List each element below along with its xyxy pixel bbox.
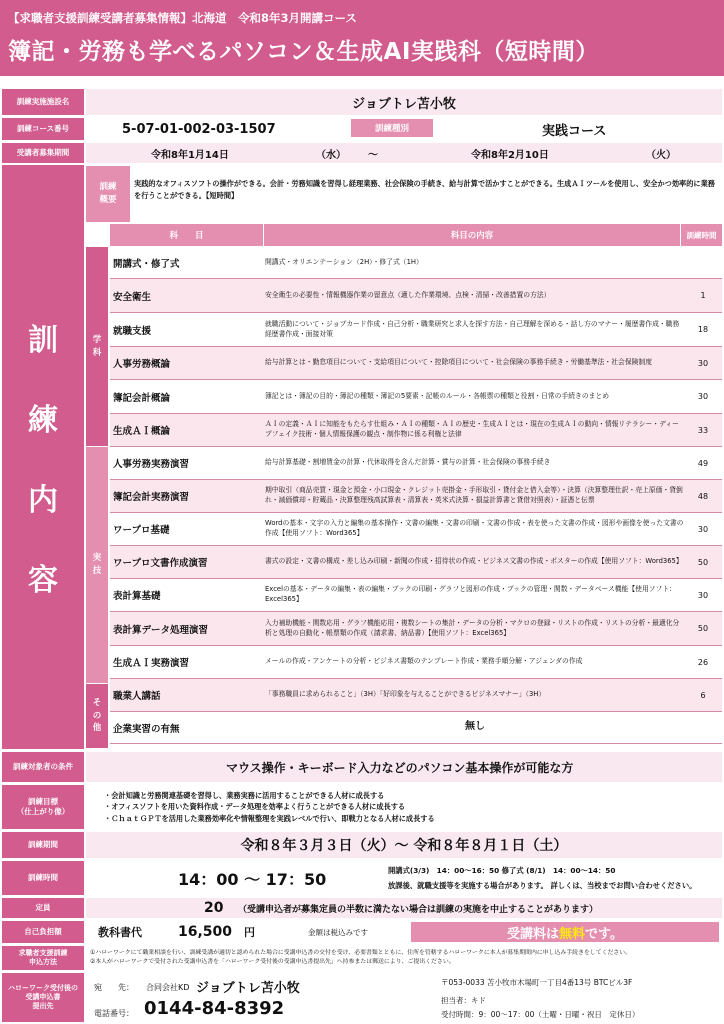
subject-hours xyxy=(686,712,720,743)
apply-step-2: ②本人がハローワークで受付された受講申込書を「ハローワーク受付後の受講申込書提出先」へ持参または郵送により、ご提出ください。 xyxy=(90,959,455,965)
recruit-start-day: （水） xyxy=(316,149,346,161)
reception-hours: 受付時間：9：00～17：00（土曜・日曜・祝日 定休日） xyxy=(441,1010,640,1019)
subject-hours: 1 xyxy=(700,291,706,300)
tel-number: 0144-84-8392 xyxy=(144,998,285,1019)
subject-hours: 30 xyxy=(697,358,709,368)
capacity-row xyxy=(0,897,724,919)
subject-row xyxy=(110,414,722,447)
subject-name: 生成ＡＩ概論 xyxy=(113,426,171,437)
subject-row xyxy=(110,679,722,712)
address-label: 宛 先： xyxy=(94,983,134,992)
subject-name: 開講式・修了式 xyxy=(113,258,180,270)
subject-hours xyxy=(686,247,720,278)
subject-row xyxy=(110,579,722,612)
course-number-row xyxy=(0,117,724,141)
goal-label: 訓練目標 （仕上がり像） xyxy=(2,785,84,829)
capacity-label: 定員 xyxy=(2,898,84,918)
subject-name: ワープロ基礎 xyxy=(113,525,170,536)
subject-hours: 30 xyxy=(697,524,709,534)
subject-hours: 33 xyxy=(697,425,709,435)
subject-content: 期中取引（商品売買・現金と預金・小口現金・クレジット売掛金・手形取引・貸付金と借入金等）・決算（決算整理仕訳・売上原価・貸倒れ・減価償却・貯蔵品・決算整理残高試算表・清算表・英米式決算・損益計算書と貸借対照表）・証憑と伝票 xyxy=(265,486,683,504)
target-value: マウス操作・キーボード入力などのパソコン基本操作が可能な方 xyxy=(86,752,722,782)
subject-hours: 50 xyxy=(697,624,709,633)
training-period-value: 令和８年３月３日（火）～ 令和８年８月１日（土） xyxy=(86,832,722,858)
textbook-amount: 16,500 xyxy=(178,924,233,940)
target-row xyxy=(0,751,724,783)
training-content-label: 訓 練 内 容 xyxy=(2,165,84,749)
facility-row xyxy=(0,88,724,116)
course-title: 簿記・労務も学べるパソコン＆生成AI実践科（短時間） xyxy=(8,39,599,65)
subject-hours: 49 xyxy=(697,458,709,468)
recruit-end-day: （火） xyxy=(646,149,676,161)
goal-line: ・会計知識と労務関連基礎を習得し、業務実務に活用することができる人材に成長する xyxy=(104,791,385,801)
subject-content: Excelの基本・データの編集・表の編集・ブックの印刷・グラフと図形の作成・ブックの管理・関数・データベース機能【使用ソフト：Excel365】 xyxy=(265,585,676,603)
submit-row xyxy=(0,972,724,1023)
subject-hours: 18 xyxy=(697,325,709,334)
subject-content: 「事務職員に求められること」（3H）「好印象を与えることができるビジネスマナー」（3H） xyxy=(265,690,546,699)
org-name: 合同会社KD xyxy=(146,983,190,992)
facility-label: 訓練実施施設名 xyxy=(2,89,84,115)
subject-row xyxy=(110,612,722,646)
th-hours: 訓練時間 xyxy=(681,224,722,246)
recruit-tilde: ～ xyxy=(368,149,378,161)
subject-hours: 26 xyxy=(697,657,709,667)
time-note-extra: 放課後、就職支援等を実施する場合があります。 詳しくは、当校までお問い合わせください。 xyxy=(388,881,697,890)
subject-content: 給与計算基礎・割増賃金の計算・代休取得を含んだ計算・賞与の計算・社会保険の事務手続き xyxy=(265,458,551,467)
overview-label: 訓練 概要 xyxy=(86,166,130,222)
subject-hours: 50 xyxy=(697,557,709,567)
group-other: そ の 他 xyxy=(86,684,108,748)
subject-name: 安全衛生 xyxy=(113,291,152,303)
subject-content: Wordの基本・文字の入力と編集の基本操作・文書の編集・文書の印刷・文書の作成・表を使った文書の作成・図形や画像を使った文書の作成【使用ソフト：Word365】 xyxy=(265,519,684,537)
subject-content: 入力補助機能・関数応用・グラフ機能応用・複数シートの集計・データの分析・マクロの登録・リストの作成・リストの分析・最適化分析と処理の自動化・帳票類の作成（請求書、納品書）【使用ソフト：Excel365】 xyxy=(265,618,680,637)
facility-value: ジョブトレ苫小牧 xyxy=(86,89,722,115)
target-label: 訓練対象者の条件 xyxy=(2,752,84,782)
header-subtitle: 【求職者支援訓練受講者募集情報】北海道 令和8年3月開講コース xyxy=(8,11,357,25)
subject-content: 書式の設定・文書の構成・差し込み印刷・新聞の作成・招待状の作成・ビジネス文書の作成・ポスターの作成【使用ソフト：Word365】 xyxy=(265,557,683,566)
subject-name: 人事労務概論 xyxy=(113,359,171,370)
subject-name: 就職支援 xyxy=(113,325,152,337)
subject-hours: 48 xyxy=(697,491,709,501)
subject-row xyxy=(110,347,722,380)
subject-name: 職業人講話 xyxy=(113,691,161,702)
recruit-end: 令和8年2月10日 xyxy=(471,149,549,161)
apply-row xyxy=(0,945,724,971)
th-content: 科目の内容 xyxy=(264,224,680,246)
subject-row xyxy=(110,380,722,414)
group-jitsugi: 実 技 xyxy=(86,447,108,683)
subject-row xyxy=(110,712,722,744)
cost-row xyxy=(0,920,724,944)
subject-name: 企業実習の有無 xyxy=(113,723,180,735)
apply-step-1: ①ハローワークにて職業相談を行い、訓練受講が適切と認められた場合に受講申込書の交付を受け、必要書類とともに、住所を管轄するハローワークに本人が募集期間内に申し込み手続きをしてください。 xyxy=(90,950,632,957)
submit-label: ハローワーク受付後の 受講申込書 提出先 xyxy=(2,973,84,1022)
subject-row xyxy=(110,480,722,513)
subject-row xyxy=(110,247,722,279)
subject-name: 簿記会計実務演習 xyxy=(113,492,190,503)
subject-content: 簿記とは・簿記の目的・簿記の種類・簿記の5要素・記帳のルール・各帳票の種類と役割・日常の手続きのまとめ xyxy=(265,391,610,400)
training-period-row xyxy=(0,831,724,859)
recruit-period-row xyxy=(0,142,724,164)
subject-hours: 6 xyxy=(700,690,706,700)
training-period-label: 訓練期間 xyxy=(2,832,84,858)
subject-content: メールの作成・アンケートの分析・ビジネス書類のテンプレート作成・業務手順分解・アジェンダの作成 xyxy=(265,657,583,666)
goal-line: ・ＣｈａｔＧＰＴを活用した業務効率化や情報整理を実践レベルで行い、即戦力となる人材に成長する xyxy=(104,813,435,823)
th-subject: 科 目 xyxy=(110,224,263,246)
subject-name: ワープロ文書作成演習 xyxy=(113,558,208,569)
subject-name: 簿記会計概論 xyxy=(113,392,171,404)
contact-person: 担当者：キド xyxy=(441,996,486,1005)
course-number-label: 訓練コース番号 xyxy=(2,118,84,140)
subject-content: 無し xyxy=(465,721,485,733)
header-banner xyxy=(0,0,724,76)
goal-row xyxy=(0,784,724,830)
training-time-value: 14：00 ～ 17：50 xyxy=(178,869,327,889)
capacity-note: （受講申込者が募集定員の半数に満たない場合は訓練の実施を中止することがあります） xyxy=(238,904,599,915)
tax-note: 金額は税込みです xyxy=(308,927,368,937)
goal-line: ・オフィスソフトを用いた資料作成・データ処理を効率よく行うことができる人材に成長する xyxy=(104,802,406,812)
subject-name: 生成ＡＩ実務演習 xyxy=(113,658,190,669)
subject-row xyxy=(110,447,722,480)
fee-free-banner: 受講料は 無料 です。 xyxy=(411,922,719,942)
cost-label: 自己負担額 xyxy=(2,921,84,943)
subject-row xyxy=(110,646,722,679)
fee-free-text: 無料 xyxy=(559,926,586,942)
subject-row xyxy=(110,546,722,579)
textbook-label: 教科書代 xyxy=(98,926,142,939)
subject-hours: 30 xyxy=(697,590,709,600)
course-type-label: 訓練種別 xyxy=(351,119,433,137)
capacity-value: 20 xyxy=(204,900,224,916)
subject-name: 表計算データ処理演習 xyxy=(113,624,209,636)
overview-text: 実践的なオフィスソフトの操作ができる。会計・労務知識を習得し経理業務、社会保険の手続き、給与計算で活かすことができる。生成ＡＩツールを使用し、安全かつ効率的に業務を行うことができる。【短時間】 xyxy=(134,179,715,200)
subject-content: 開講式・オリエンテーション（2H）・修了式（1H） xyxy=(265,257,423,266)
recruit-period-label: 受講者募集期間 xyxy=(2,143,84,163)
postal-address: 〒053-0033 苫小牧市木場町一丁目4番13号 BTCビル3F xyxy=(441,978,633,987)
school-name: ジョブトレ苫小牧 xyxy=(196,981,300,996)
group-gakka: 学 科 xyxy=(86,247,108,446)
subject-content: 給与計算とは・勤怠項目について・支給項目について・控除項目について・社会保険の事務手続き・労働基準法・社会保険制度 xyxy=(265,358,653,367)
subject-row xyxy=(110,513,722,546)
subject-hours: 30 xyxy=(697,392,709,401)
course-number-value: 5-07-01-002-03-1507 xyxy=(122,121,276,137)
training-time-label: 訓練時間 xyxy=(2,861,84,895)
subject-row xyxy=(110,279,722,313)
course-type-value: 実践コース xyxy=(542,123,607,139)
recruit-start: 令和8年1月14日 xyxy=(151,149,229,161)
subject-content: ＡＩの定義・ＡＩに知能をもたらす仕組み・ＡＩの種類・ＡＩの歴史・生成ＡＩとは・現在の生成ＡＩの動向・情報リテラシー・ディープフェイク技術・個人情報保護の観点・制作物に係る利権と法律 xyxy=(265,420,679,438)
subject-row xyxy=(110,313,722,347)
apply-label: 求職者支援訓練 申込方法 xyxy=(2,946,84,970)
yen-label: 円 xyxy=(244,926,255,939)
subject-content: 安全衛生の必要性・情報機器作業の留意点（適した作業環境、点検・清掃・改善措置の方法） xyxy=(265,290,551,299)
tel-label: 電話番号： xyxy=(94,1009,134,1018)
subject-name: 人事労務実務演習 xyxy=(113,459,190,470)
training-time-row xyxy=(0,860,724,896)
time-note-ceremony: 開講式(3/3) 14：00～16：50 修了式 (8/1) 14：00～14：50 xyxy=(388,866,616,875)
subject-content: 就職活動について・ジョブカード作成・自己分析・職業研究と求人を探す方法・自己理解を深める・話し方のマナー・履歴書作成・職務経歴書作成・面接対策 xyxy=(265,319,680,338)
subject-name: 表計算基礎 xyxy=(113,591,161,602)
